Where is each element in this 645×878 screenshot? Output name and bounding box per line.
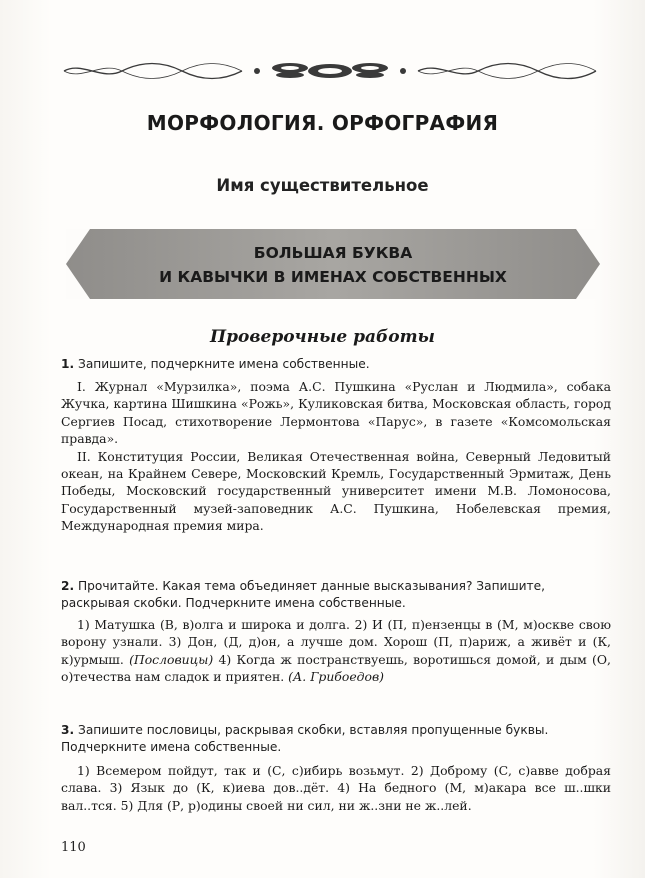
- task-number: 2.: [61, 579, 75, 593]
- section-heading: Проверочные работы: [210, 327, 435, 347]
- task-number: 3.: [61, 723, 75, 737]
- task-instruction-text: Запишите пословицы, раскрывая скобки, вставляя пропущенные буквы. Подчеркните имена собственные.: [61, 723, 549, 754]
- task-2-instruction: [61, 578, 611, 612]
- banner-line-2: И КАВЫЧКИ В ИМЕНАХ СОБСТВЕННЫХ: [159, 268, 507, 286]
- banner-line-1: БОЛЬШАЯ БУКВА: [253, 244, 413, 262]
- task-3-text: [61, 762, 611, 814]
- banner-title: [66, 241, 600, 289]
- task-1-part-1: I. Журнал «Мурзилка», поэма А.С. Пушкина «Руслан и Людмила», собака Жучка, картина Шишкина «Рожь», Куликовская битва, Московская область, город Сергиев Посад, стихотворение Лермонтова «Парус», в газете «Комсомольская правда».: [61, 379, 611, 447]
- task-instruction-text: Запишите, подчеркните имена собственные.: [78, 357, 370, 371]
- decorative-ornament: [62, 58, 598, 84]
- task-2-text: [61, 616, 611, 686]
- task-3-instruction: [61, 722, 611, 756]
- task-3-paragraph: 1) Всемером пойдут, так и (С, с)ибирь возьмут. 2) Доброму (С, с)авве добрая слава. 3) Язык до (К, к)иева дов..дёт. 4) На бедного (М, м)акара все ш..шки вал..тся. 5) Для (Р, р)одины своей ни сил, ни ж..зни не ж..лей.: [61, 763, 611, 813]
- task-2-paragraph: [61, 616, 611, 686]
- task-1-text: [61, 378, 611, 535]
- topic-banner: [66, 229, 600, 299]
- task-instruction-text: Прочитайте. Какая тема объединяет данные высказывания? Запишите, раскрывая скобки. Подчеркните имена собственные.: [61, 579, 545, 610]
- task-2-text-a: 1) Матушка (В, в)олга и широка и долга. 2) И (П, п)ензенцы в (М, м)оскве свою ворону узнали. 3) Дон, (Д, д)он, а лучше дом. Хорош (П, п)ариж, а живёт и (К, к)урмыш.: [61, 617, 611, 667]
- task-2-text-b: 4) Когда ж постранствуешь, воротишься домой, и дым (О, о)течества нам сладок и приятен.: [61, 651, 611, 685]
- task-2-source-b: (А. Грибоедов): [288, 669, 385, 685]
- chapter-title: МОРФОЛОГИЯ. ОРФОГРАФИЯ: [146, 111, 499, 135]
- task-number: 1.: [61, 357, 75, 371]
- task-1-instruction: [61, 356, 611, 373]
- task-2-source-a: (Пословицы): [129, 651, 214, 667]
- page-number: 110: [61, 840, 86, 855]
- task-1-part-2: II. Конституция России, Великая Отечественная война, Северный Ледовитый океан, на Крайнем Севере, Московский Кремль, Государственный Эрмитаж, День Победы, Московский государственный университет имени М.В. Ломоносова, Государственный музей-заповедник А.С. Пушкина, Нобелевская премия, Международная премия мира.: [61, 448, 611, 534]
- chapter-subtitle: Имя существительное: [216, 176, 429, 195]
